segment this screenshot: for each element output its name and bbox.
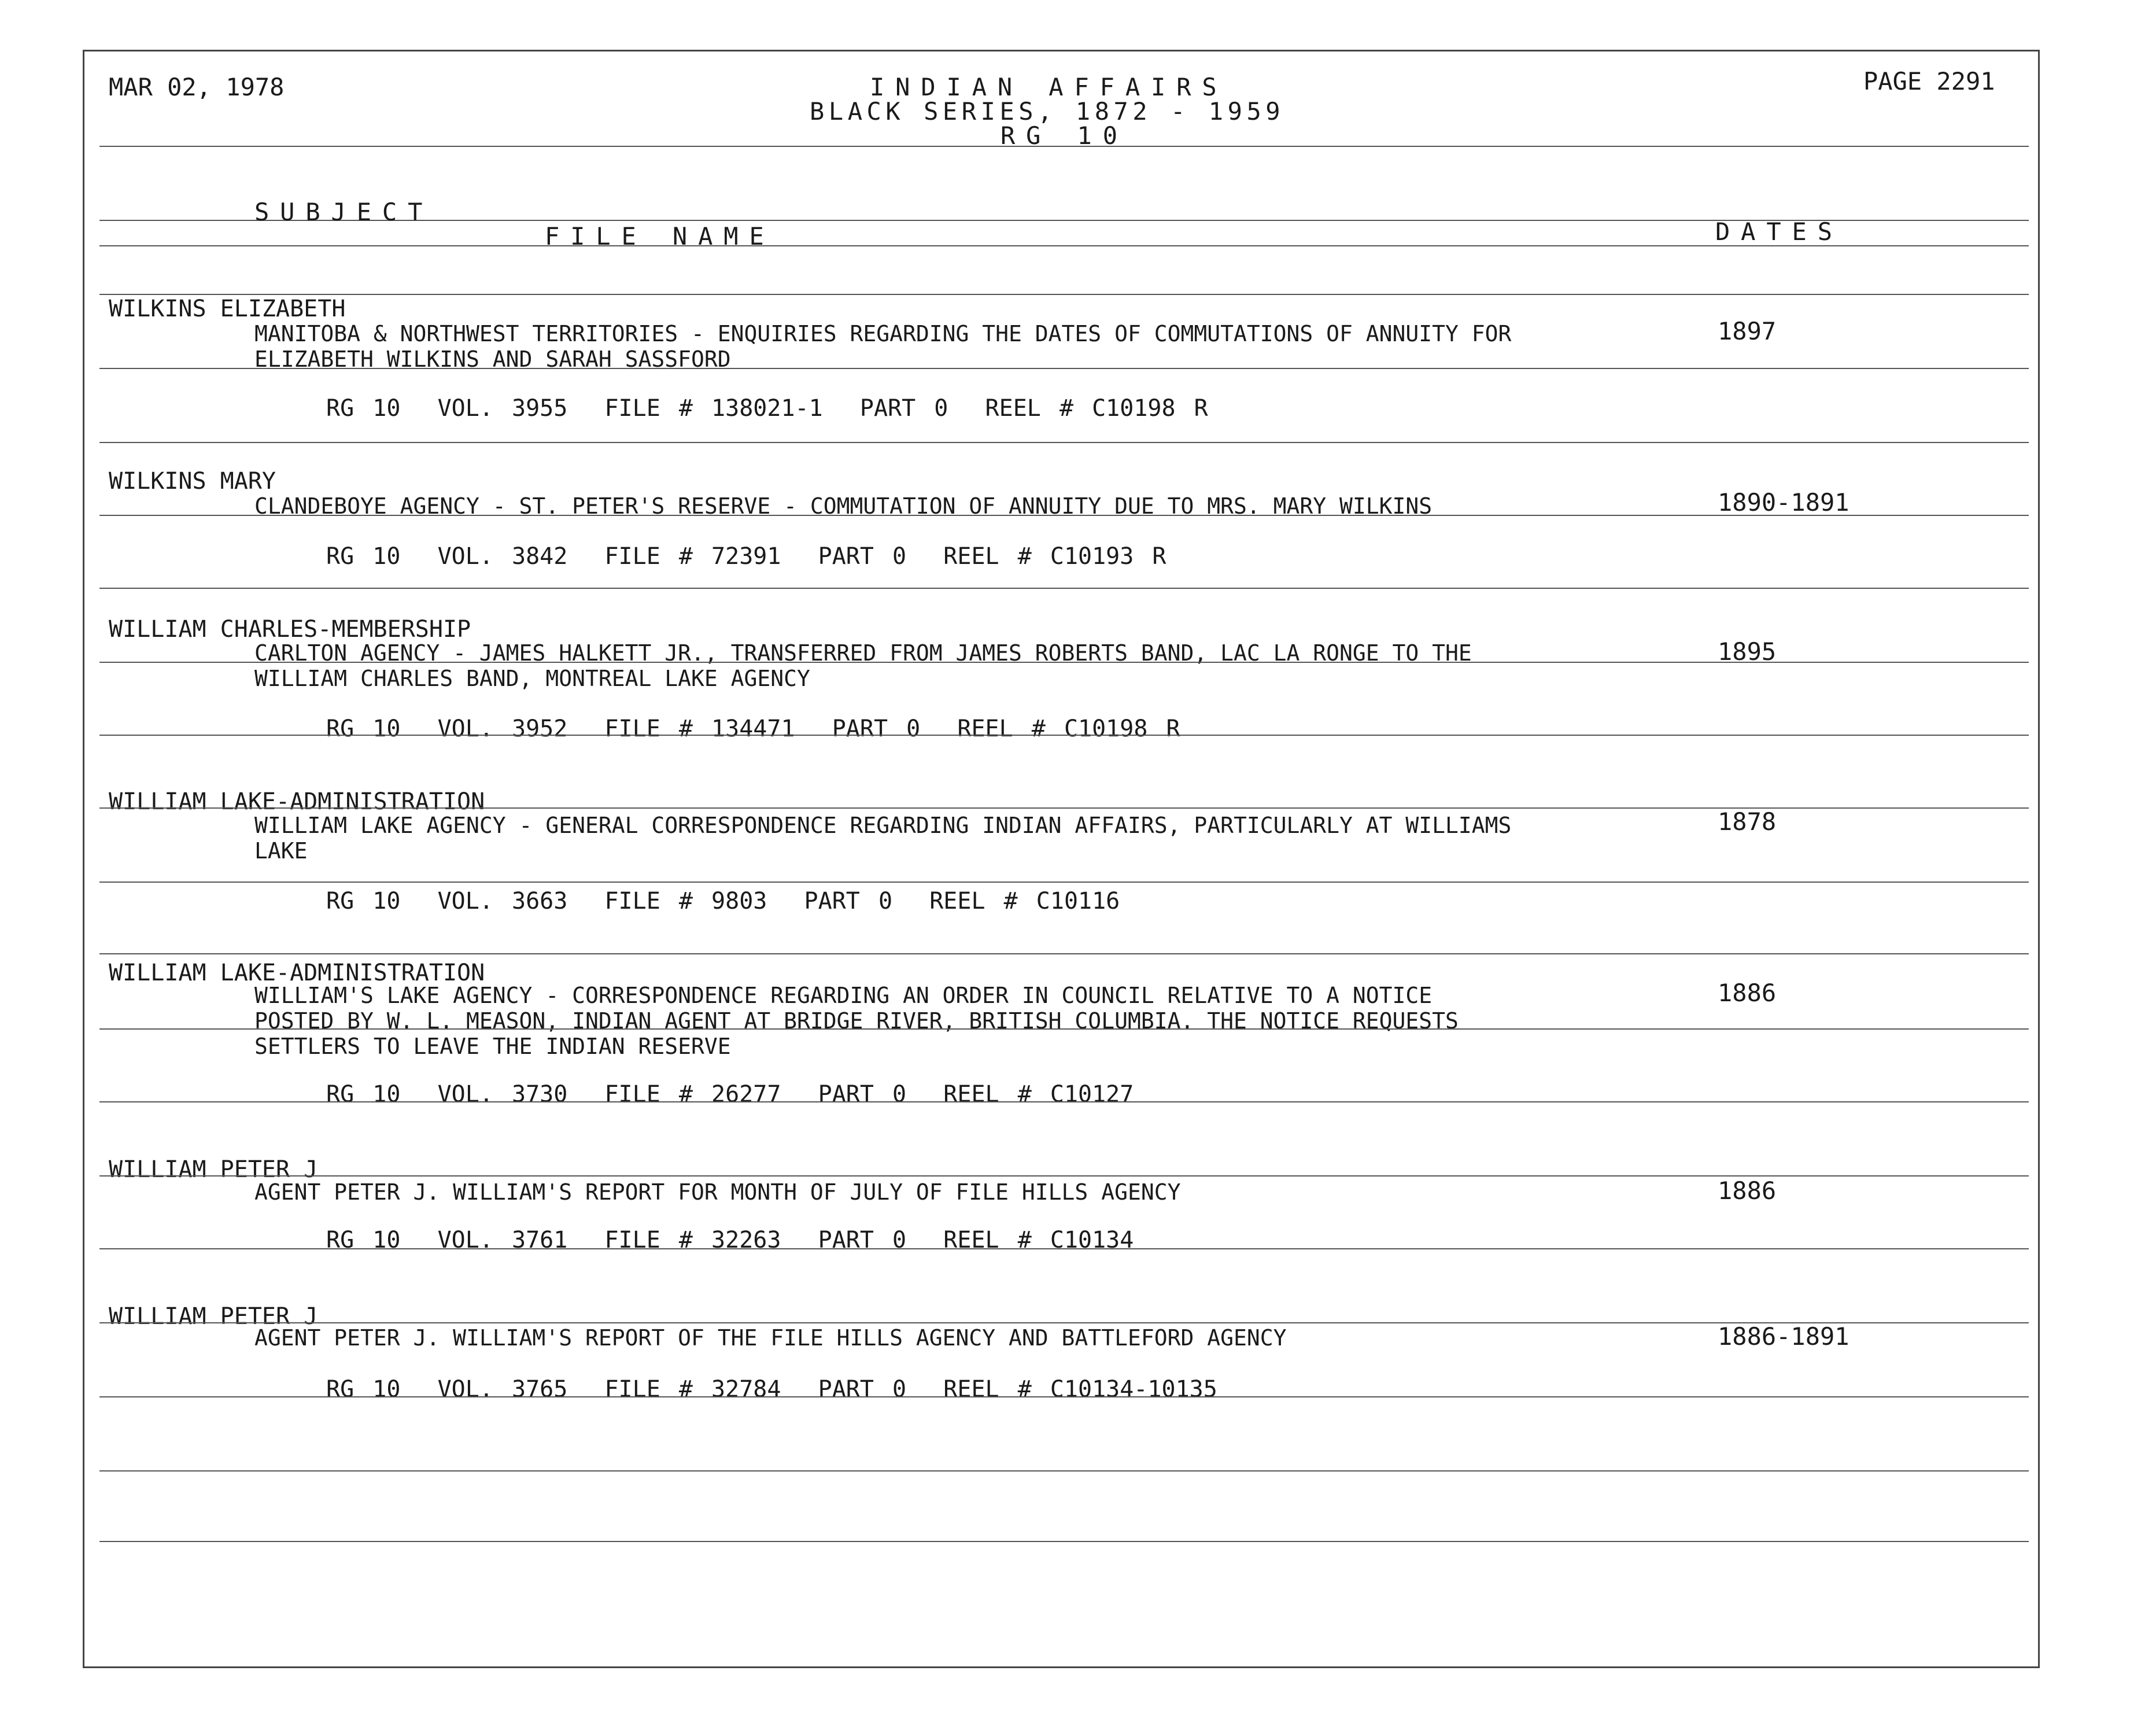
entry-description-line: MANITOBA & NORTHWEST TERRITORIES - ENQUIRIES REGARDING THE DATES OF COMMUTATIONS OF ANNUITY FOR: [254, 321, 1512, 346]
divider: [99, 245, 2029, 246]
entry-reference: RG 10 VOL. 3730 FILE # 26277 PART 0 REEL # C10127: [326, 1081, 1134, 1108]
divider: [99, 953, 2029, 954]
entry-subject: WILLIAM LAKE-ADMINISTRATION: [109, 788, 485, 815]
divider: [99, 146, 2029, 147]
entry-dates: 1886: [1718, 1177, 1777, 1205]
divider: [99, 882, 2029, 883]
entry-reference: RG 10 VOL. 3765 FILE # 32784 PART 0 REEL # C10134-10135: [326, 1376, 1217, 1403]
entry-subject: WILLIAM PETER J: [109, 1303, 318, 1330]
entry-description-line: ELIZABETH WILKINS AND SARAH SASSFORD: [254, 346, 731, 372]
entry-description-line: CLANDEBOYE AGENCY - ST. PETER'S RESERVE - COMMUTATION OF ANNUITY DUE TO MRS. MARY WILKINS: [254, 493, 1433, 519]
entry-description-line: AGENT PETER J. WILLIAM'S REPORT FOR MONTH OF JULY OF FILE HILLS AGENCY: [254, 1179, 1181, 1205]
entry-description-line: LAKE: [254, 838, 308, 864]
divider: [99, 1541, 2029, 1542]
report-series: BLACK SERIES, 1872 - 1959: [810, 97, 1285, 126]
entry-dates: 1897: [1718, 317, 1777, 345]
column-heading-dates: DATES: [1715, 217, 1843, 246]
entry-subject: WILLIAM LAKE-ADMINISTRATION: [109, 960, 485, 986]
divider: [99, 294, 2029, 295]
entry-description-line: POSTED BY W. L. MEASON, INDIAN AGENT AT BRIDGE RIVER, BRITISH COLUMBIA. THE NOTICE REQUESTS: [254, 1008, 1459, 1034]
entry-subject: WILKINS ELIZABETH: [109, 296, 346, 322]
entry-subject: WILKINS MARY: [109, 468, 276, 495]
column-heading-subject: SUBJECT: [254, 198, 434, 226]
divider: [99, 1396, 2029, 1397]
entry-dates: 1878: [1718, 807, 1777, 836]
divider: [99, 1028, 2029, 1030]
report-title: INDIAN AFFAIRS: [870, 73, 1228, 101]
entry-description-line: AGENT PETER J. WILLIAM'S REPORT OF THE FILE HILLS AGENCY AND BATTLEFORD AGENCY: [254, 1325, 1287, 1351]
entry-reference: RG 10 VOL. 3761 FILE # 32263 PART 0 REEL # C10134: [326, 1227, 1134, 1253]
entry-description-line: CARLTON AGENCY - JAMES HALKETT JR., TRANSFERRED FROM JAMES ROBERTS BAND, LAC LA RONGE TO THE: [254, 640, 1472, 666]
divider: [99, 1248, 2029, 1249]
entry-reference: RG 10 VOL. 3952 FILE # 134471 PART 0 REEL # C10198 R: [326, 716, 1180, 742]
entry-reference: RG 10 VOL. 3955 FILE # 138021-1 PART 0 REEL # C10198 R: [326, 395, 1208, 422]
divider: [99, 735, 2029, 736]
divider: [99, 515, 2029, 516]
divider: [99, 442, 2029, 443]
entry-dates: 1886-1891: [1718, 1322, 1849, 1351]
entry-description-line: WILLIAM LAKE AGENCY - GENERAL CORRESPONDENCE REGARDING INDIAN AFFAIRS, PARTICULARLY AT WILLIAMS: [254, 813, 1512, 838]
entry-description-line: WILLIAM'S LAKE AGENCY - CORRESPONDENCE REGARDING AN ORDER IN COUNCIL RELATIVE TO A NOTICE: [254, 983, 1433, 1008]
entry-subject: WILLIAM CHARLES-MEMBERSHIP: [109, 616, 471, 643]
column-heading-file-name: FILE NAME: [545, 222, 775, 250]
report-date: MAR 02, 1978: [109, 73, 285, 101]
page-number: PAGE 2291: [1863, 67, 1995, 95]
divider: [99, 588, 2029, 589]
entry-description-line: WILLIAM CHARLES BAND, MONTREAL LAKE AGENCY: [254, 666, 810, 691]
report-record-group: RG 10: [1001, 121, 1128, 150]
page-frame: [83, 50, 2040, 1668]
entry-dates: 1886: [1718, 979, 1777, 1007]
divider: [99, 662, 2029, 663]
entry-reference: RG 10 VOL. 3842 FILE # 72391 PART 0 REEL # C10193 R: [326, 543, 1166, 570]
divider: [99, 368, 2029, 369]
divider: [99, 1470, 2029, 1471]
entry-dates: 1890-1891: [1718, 488, 1849, 517]
entry-subject: WILLIAM PETER J: [109, 1156, 318, 1183]
entry-dates: 1895: [1718, 637, 1777, 666]
entry-reference: RG 10 VOL. 3663 FILE # 9803 PART 0 REEL # C10116: [326, 888, 1120, 914]
entry-description-line: SETTLERS TO LEAVE THE INDIAN RESERVE: [254, 1034, 731, 1059]
divider: [99, 1101, 2029, 1102]
